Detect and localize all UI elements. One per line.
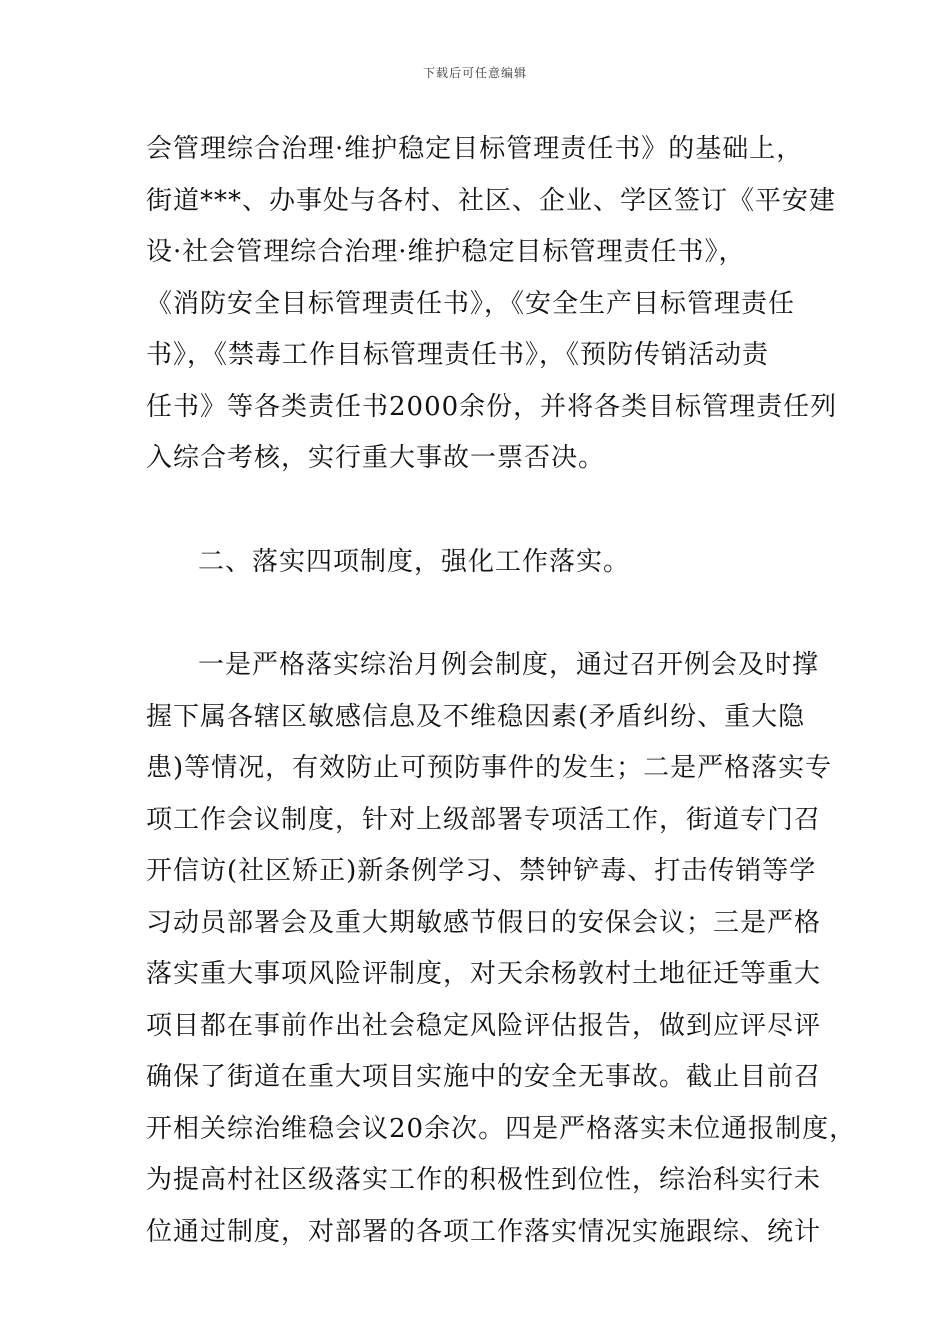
- text-line: 确保了街道在重大项目实施中的安全无事故。截止目前召: [146, 1062, 822, 1092]
- text-line: 握下属各辖区敏感信息及不维稳因素(矛盾纠纷、重大隐: [146, 701, 806, 732]
- text-line: 项目都在事前作出社会稳定风险评估报告，做到应评尽评: [146, 1010, 822, 1041]
- page-header: 下载后可任意编辑: [422, 66, 527, 80]
- text-line: 开相关综治维稳会议20余次。四是严格落实未位通报制度，: [146, 1113, 857, 1144]
- paragraph-spacer: [146, 485, 818, 537]
- text-line: 落实重大事项风险评制度，对天余杨敦村土地征迁等重大: [146, 959, 822, 989]
- text-line: 项工作会议制度，针对上级部署专项活工作，街道专门召: [146, 804, 822, 835]
- text-line: 患)等情况，有效防止可预防事件的发生；二是严格落实专: [146, 753, 833, 783]
- paragraph-1: [146, 124, 838, 485]
- text-line: 《消防安全目标管理责任书》，《安全生产目标管理责任: [146, 288, 796, 319]
- section-heading-text: 二、落实四项制度，强化工作落实。: [198, 546, 631, 577]
- section-heading: [146, 537, 818, 589]
- text-line: 为提高村社区级落实工作的积极性到位性，综治科实行未: [146, 1165, 822, 1195]
- text-line: 书》，《禁毒工作目标管理责任书》，《预防传销活动责: [146, 340, 770, 370]
- text-line: 设·社会管理综合治理·维护稳定目标管理责任书》，: [146, 237, 746, 267]
- text-line: 开信访(社区矫正)新条例学习、禁钟铲毒、打击传销等学: [146, 856, 817, 886]
- text-line: 位通过制度，对部署的各项工作落实情况实施跟综、统计: [146, 1216, 822, 1247]
- text-line: 会管理综合治理·维护稳定目标管理责任书》的基础上，: [146, 134, 804, 164]
- paragraph-2: [146, 640, 857, 1258]
- text-line: 任书》等各类责任书2000余份，并将各类目标管理责任列: [146, 391, 838, 422]
- text-line: 入综合考核，实行重大事故一票否决。: [146, 443, 606, 473]
- text-line: 习动员部署会及重大期敏感节假日的安保会议；三是严格: [146, 907, 822, 938]
- text-line: 一是严格落实综治月例会制度，通过召开例会及时撑: [198, 650, 820, 680]
- text-line: 街道***、办事处与各村、社区、企业、学区签订《平安建: [146, 185, 837, 216]
- paragraph-spacer: [146, 588, 818, 640]
- document-body: [146, 124, 857, 1258]
